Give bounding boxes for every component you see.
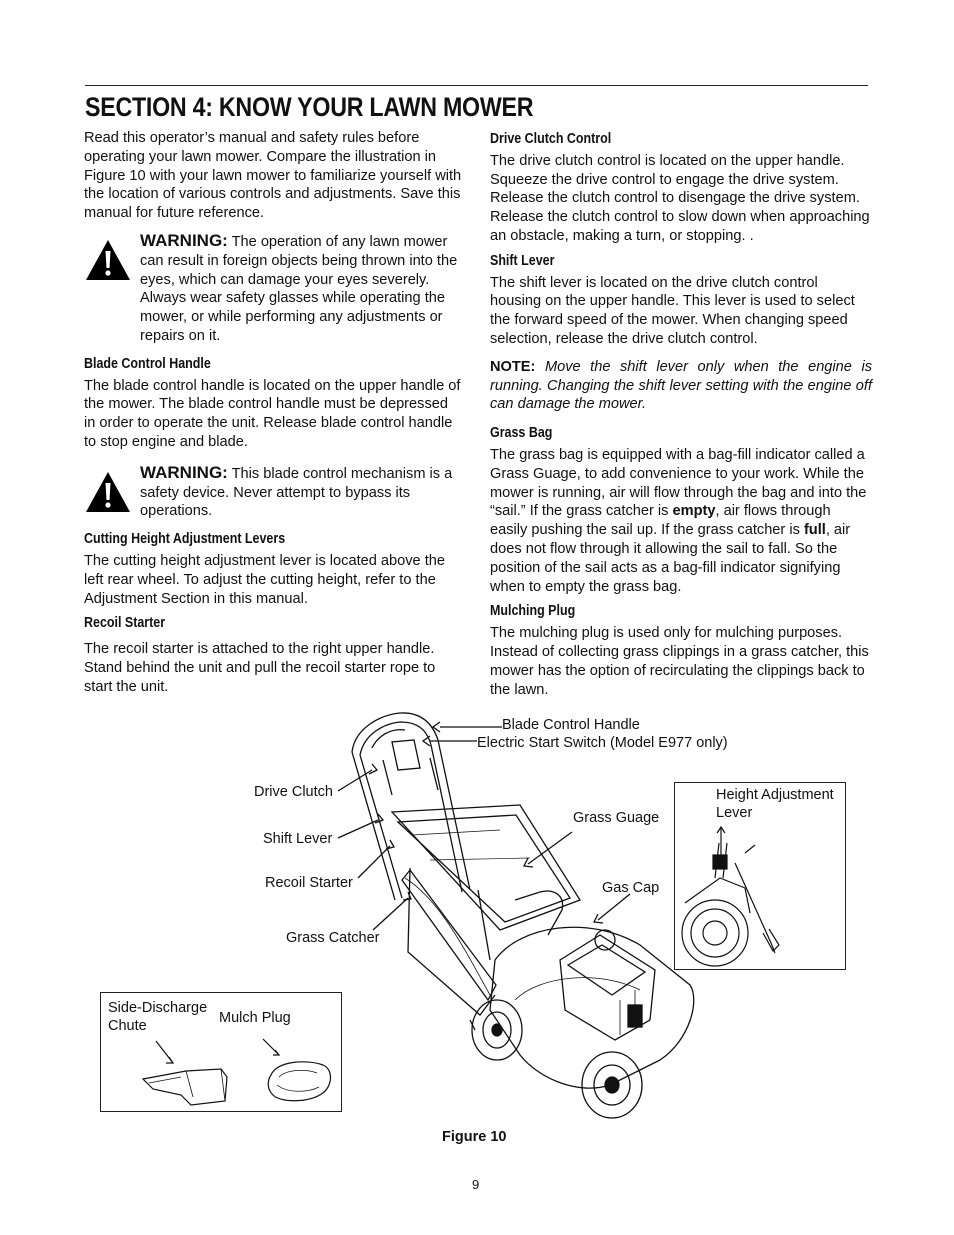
label-side-discharge-chute: Chute: [108, 1018, 147, 1034]
warning-triangle-icon: [84, 238, 132, 282]
blade-control-heading: Blade Control Handle: [84, 355, 211, 372]
note-paragraph: NOTE: Move the shift lever only when the engine is running. Changing the shift lever setting with the engine off can damage the mower.: [490, 358, 872, 413]
shift-lever-heading: Shift Lever: [490, 252, 555, 269]
label-grass-catcher: Grass Catcher: [286, 930, 380, 946]
warning-1-label: WARNING:: [140, 230, 228, 250]
height-adjustment-lever-illustration: [675, 783, 845, 969]
warning-2-text: WARNING: This blade control mechanism is a safety device. Never attempt to bypass its operations.: [140, 462, 453, 520]
chute-and-plug-illustration: [101, 993, 341, 1111]
label-electric-start: Electric Start Switch (Model E977 only): [477, 735, 728, 751]
section-title: SECTION 4: KNOW YOUR LAWN MOWER: [85, 92, 534, 122]
label-height-adjustment-lever: Lever: [716, 805, 753, 821]
recoil-starter-heading: Recoil Starter: [84, 615, 166, 632]
label-height-adjustment: Height Adjustment: [716, 787, 834, 803]
label-shift-lever: Shift Lever: [263, 831, 333, 847]
cutting-height-heading: Cutting Height Adjustment Levers: [84, 531, 286, 548]
mulching-plug-text: The mulching plug is used only for mulching purposes. Instead of collecting grass clippings in a grass catcher, this mower has the option of recirculating the clippings back to the lawn.: [490, 625, 869, 698]
note-label: NOTE:: [490, 358, 536, 375]
label-blade-control-handle: Blade Control Handle: [502, 717, 640, 733]
recoil-starter-text: The recoil starter is attached to the right upper handle. Stand behind the unit and pull the recoil starter rope to start the unit.: [84, 641, 436, 695]
warning-2-label: WARNING:: [140, 462, 228, 482]
intro-paragraph: Read this operator’s manual and safety rules before operating your lawn mower. Compare the illustration in Figure 10 with your lawn mower to familiarize yourself with the location of various controls and adjustments. Save this manual for future reference.: [84, 130, 462, 222]
drive-clutch-heading: Drive Clutch Control: [490, 131, 612, 147]
grass-bag-text: The grass bag is equipped with a bag-fill indicator called a Grass Guage, to add convenience to your work. While the mower is running, air will flow through the bag and into the “sail.” If the grass catcher is empty, air flows through easily pushing the sail up. If the grass catcher is full, air does not flow through it allowing the sail to fall. So the position of the sail acts as a bag-fill indicator signifying when to empty the grass bag.: [490, 446, 867, 595]
label-drive-clutch: Drive Clutch: [254, 784, 333, 800]
warning-1-text: WARNING: The operation of any lawn mower can result in foreign objects being thrown into the eyes, which can damage your eyes severely. Always wear safety glasses while operating the mower, or while performing any adjustments or repairs on it.: [140, 230, 458, 344]
label-mulch-plug: Mulch Plug: [219, 1010, 291, 1026]
mulching-plug-heading: Mulching Plug: [490, 603, 576, 620]
warning-triangle-icon: [84, 470, 132, 514]
height-adjustment-inset: [674, 782, 846, 970]
cutting-height-text: The cutting height adjustment lever is located above the left rear wheel. To adjust the cutting height, refer to the Adjustment Section in this manual.: [84, 552, 446, 607]
right-column: [490, 130, 872, 699]
label-grass-guage: Grass Guage: [573, 810, 660, 826]
label-gas-cap: Gas Cap: [602, 880, 660, 896]
label-side-discharge: Side-Discharge: [108, 1000, 208, 1016]
figure-caption: Figure 10: [442, 1129, 507, 1145]
drive-clutch-text: The drive clutch control is located on the upper handle. Squeeze the drive control to engage the drive system. Release the clutch control to disengage the drive system. Release the clutch control to slow down when approaching an obstacle, making a turn, or stopping. .: [490, 152, 870, 244]
grass-bag-heading: Grass Bag: [490, 425, 553, 442]
top-rule: [85, 85, 868, 86]
label-recoil-starter: Recoil Starter: [265, 875, 353, 891]
shift-lever-text: The shift lever is located on the drive clutch control housing on the upper handle. This lever is used to select the forward speed of the mower. When changing speed selection, release the drive clutch control.: [490, 274, 855, 347]
warning-block-2: [84, 464, 462, 521]
left-column: [84, 129, 462, 697]
discharge-mulch-inset: [100, 992, 342, 1112]
blade-control-text: The blade control handle is located on the upper handle of the mower. The blade control handle must be depressed in order to operate the unit. Release blade control handle to stop engine and blade.: [84, 377, 461, 450]
page-number: 9: [472, 1177, 480, 1192]
warning-block-1: [84, 232, 462, 346]
